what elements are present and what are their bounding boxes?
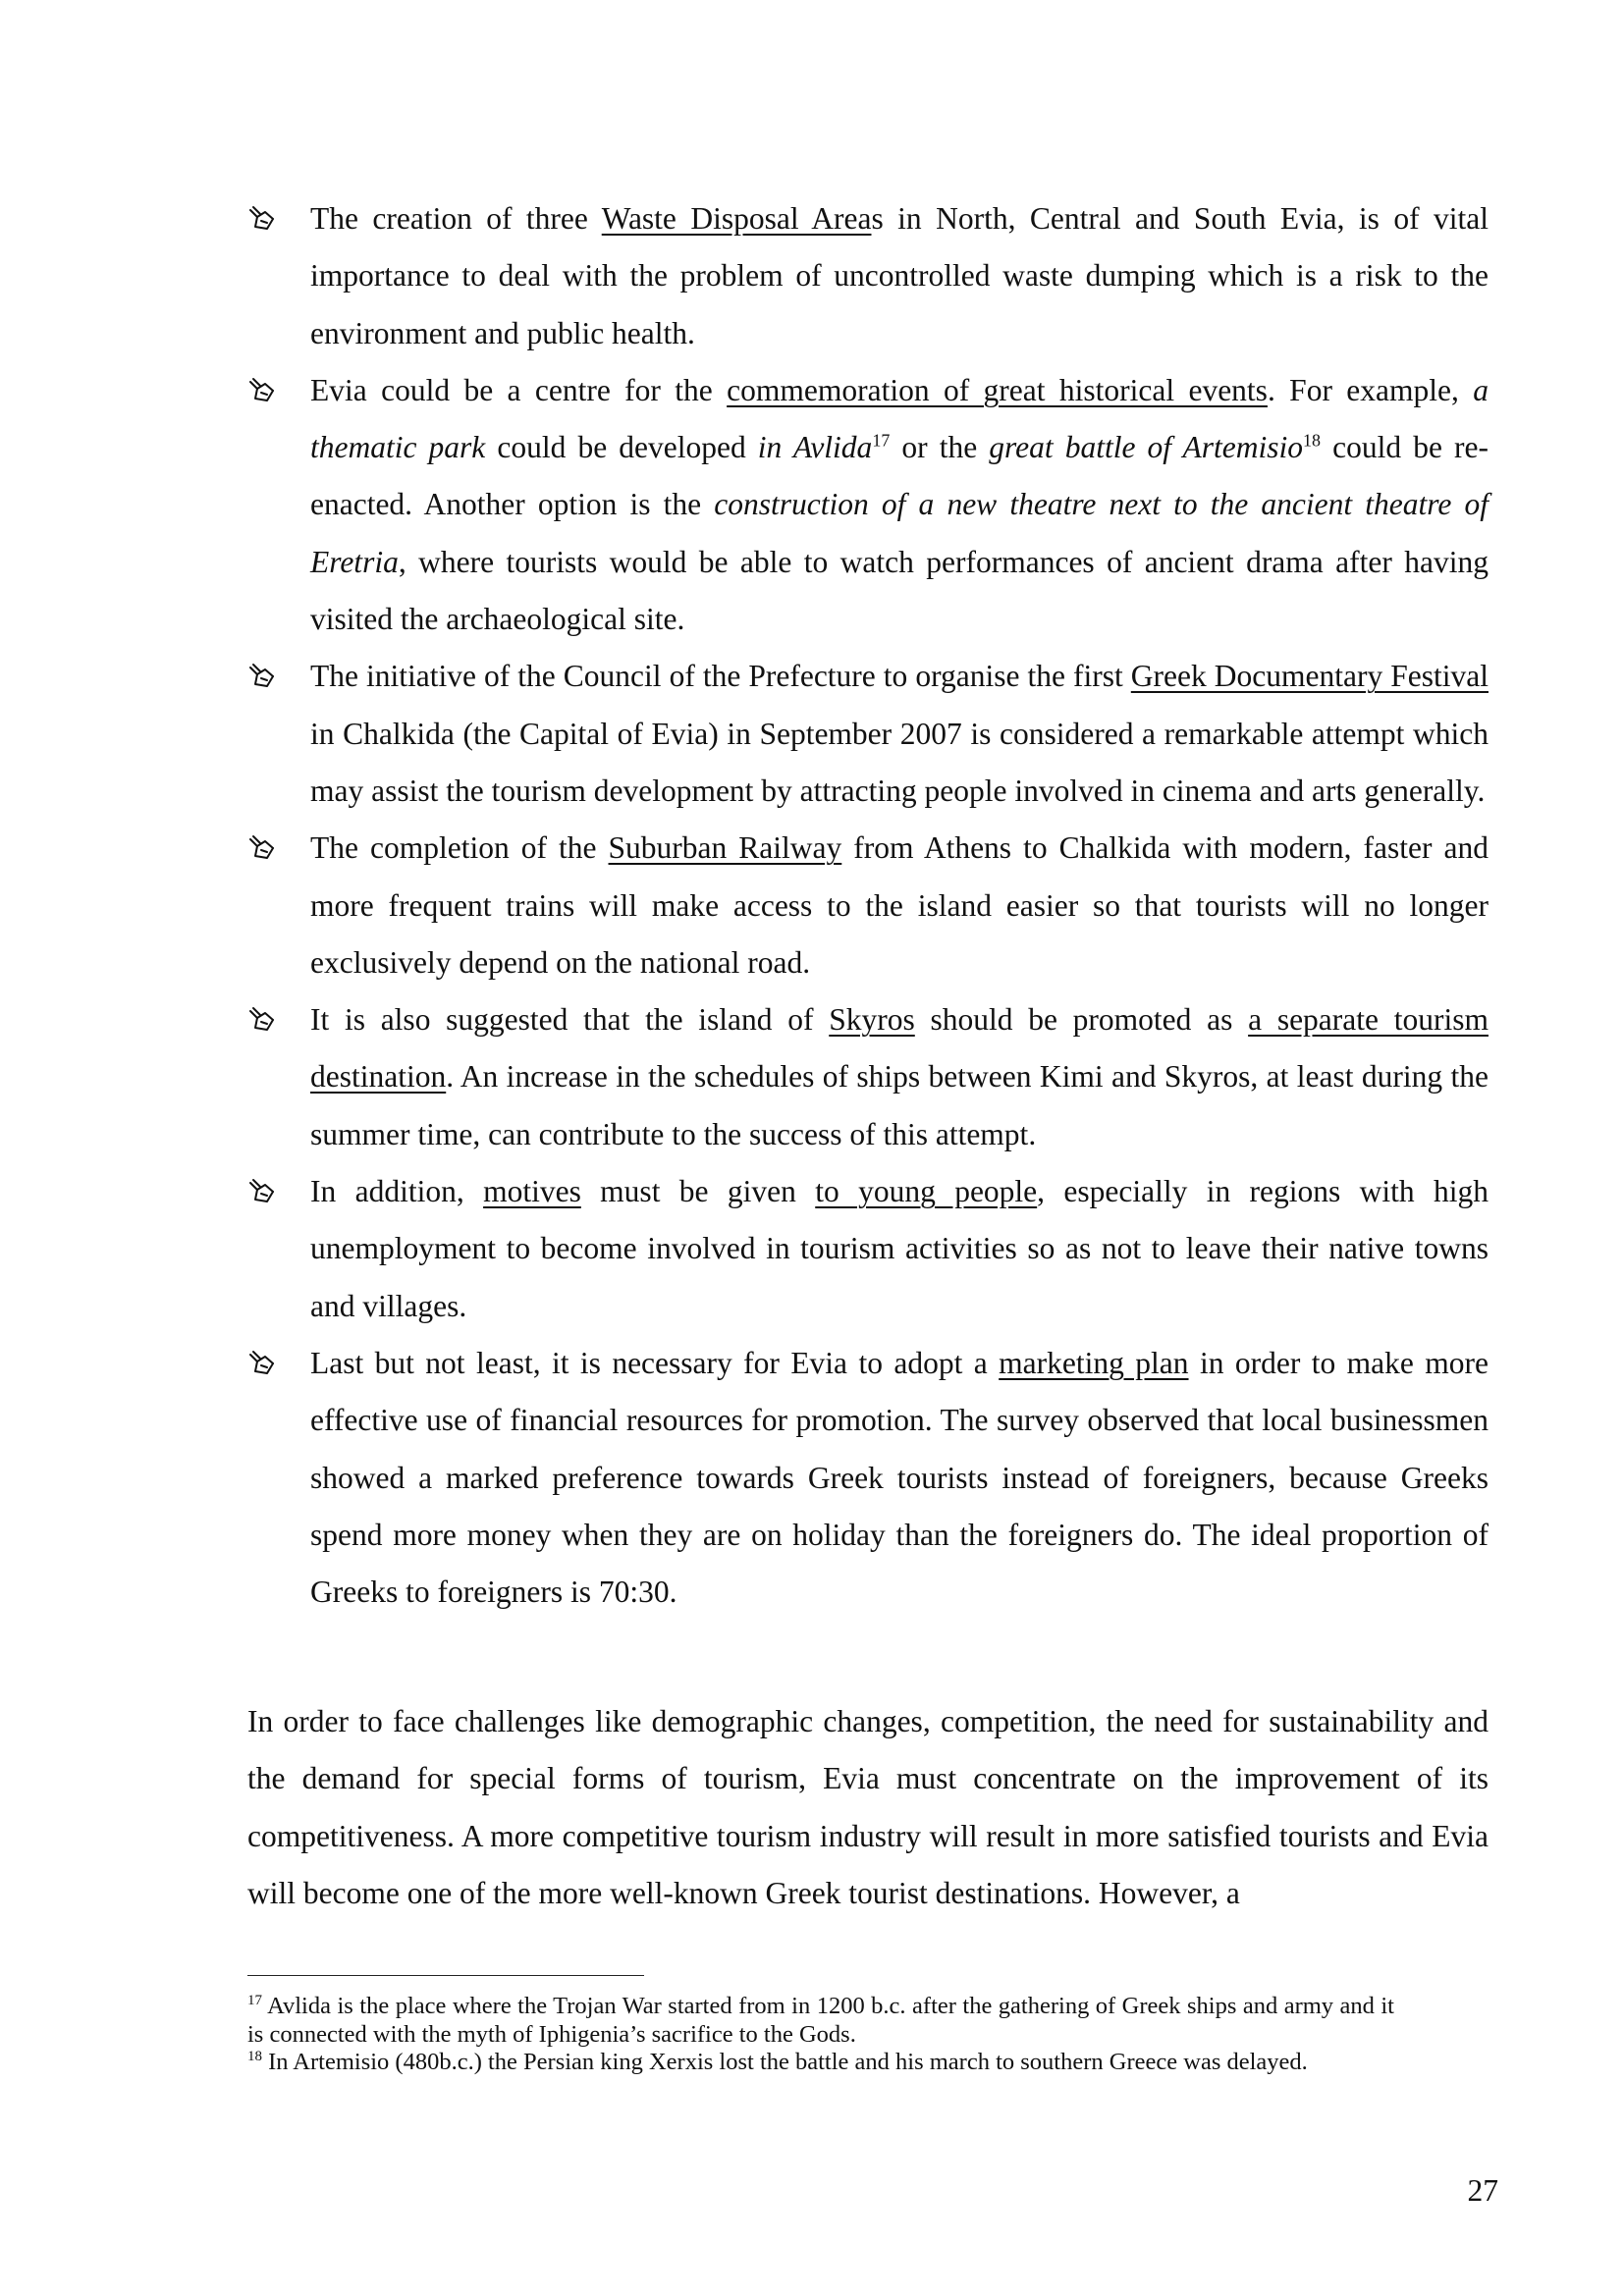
bullet-text: from Athens to Chalkida with modern, faster and more frequent trains will make access to the island easier so that tourists will no longer exclusively depend on the national road. xyxy=(310,830,1489,980)
bullet-item-marketing-plan xyxy=(247,1335,1489,1621)
writing-hand-icon xyxy=(247,375,277,404)
footnotes xyxy=(247,1993,1394,2077)
writing-hand-icon xyxy=(247,1176,277,1205)
underlined-term: Skyros xyxy=(829,1002,915,1038)
bullet-text: must be given xyxy=(580,1174,816,1209)
page-number: 27 xyxy=(1467,2173,1498,2208)
underlined-term: Greek Documentary Festival xyxy=(1130,659,1489,694)
footnote-18 xyxy=(247,2049,1394,2077)
underlined-term: marketing plan xyxy=(999,1345,1189,1380)
bullet-item-documentary-festival xyxy=(247,648,1489,820)
bullet-text: could be re-enacted. Another option is the xyxy=(310,430,1489,522)
underlined-term: commemoration of great historical events xyxy=(727,372,1268,407)
italic-term: construction of a new theatre next to the ancient theatre of Eretria xyxy=(310,487,1489,579)
bullet-text: It is also suggested that the island of xyxy=(310,1002,830,1038)
bullet-item-waste-disposal xyxy=(247,190,1489,362)
bullet-text: . An increase in the schedules of ships between Kimi and Skyros, at least during the summer time, can contribute to the success of this attempt. xyxy=(310,1059,1489,1151)
bullet-text: . For example, xyxy=(1267,372,1474,407)
writing-hand-icon xyxy=(247,661,277,690)
writing-hand-icon xyxy=(247,203,277,233)
bullet-text: , especially in regions with high unemployment to become involved in tourism activities so as not to leave their native towns and villages. xyxy=(310,1174,1489,1323)
bullet-text: Evia could be a centre for the xyxy=(310,372,728,407)
bullet-text: In addition, xyxy=(310,1174,484,1209)
bullet-text: in Chalkida (the Capital of Evia) in September 2007 is considered a remarkable attempt which may assist the tourism development by attracting people involved in cinema and arts generally. xyxy=(310,716,1489,808)
underlined-term: Suburban Railway xyxy=(608,830,842,866)
footnote-separator xyxy=(247,1975,644,1976)
writing-hand-icon xyxy=(247,1004,277,1034)
bullet-text: The completion of the xyxy=(310,830,609,866)
underlined-term: motives xyxy=(483,1174,581,1209)
bullet-item-young-people xyxy=(247,1163,1489,1335)
bullet-item-skyros xyxy=(247,991,1489,1163)
footnote-number: 17 xyxy=(247,1992,262,2008)
italic-term: great battle of Artemisio xyxy=(989,430,1304,465)
bullet-text: , where tourists would be able to watch performances of ancient drama after having visited the archaeological site. xyxy=(310,544,1489,637)
bullet-list xyxy=(247,190,1489,1621)
bullet-item-suburban-railway xyxy=(247,820,1489,991)
footnote-text: In Artemisio (480b.c.) the Persian king Xerxis lost the battle and his march to southern Greece was delayed. xyxy=(262,2049,1308,2075)
footnote-number: 18 xyxy=(247,2048,262,2064)
body-paragraph: In order to face challenges like demographic changes, competition, the need for sustainability and the demand for special forms of tourism, Evia must concentrate on the improvement of its competitiveness. A more competitive tourism industry will result in more satisfied tourists and Evia will become one of the more well-known Greek tourist destinations. However, a xyxy=(247,1704,1489,1910)
bullet-text: The initiative of the Council of the Prefecture to organise the first xyxy=(310,659,1131,694)
bullet-text: s in North, Central and South Evia, is of vital importance to deal with the problem of uncontrolled waste dumping which is a risk to the environment and public health. xyxy=(310,201,1489,350)
footnote-ref: 17 xyxy=(872,430,891,451)
bullet-text: The creation of three xyxy=(310,201,602,236)
underlined-term: a separate tourism destination xyxy=(310,1002,1489,1095)
bullet-text: could be developed xyxy=(485,430,758,465)
italic-term: a thematic park xyxy=(310,372,1489,465)
underlined-term: to young people xyxy=(815,1174,1038,1209)
italic-term: in Avlida xyxy=(757,430,873,465)
underlined-term: Waste Disposal Area xyxy=(601,201,872,236)
footnote-text: Avlida is the place where the Trojan War started from in 1200 b.c. after the gathering of Greek ships and army and it is connected with the myth of Iphigenia’s sacrifice to the Gods. xyxy=(247,1993,1394,2048)
writing-hand-icon xyxy=(247,1348,277,1377)
bullet-text: in order to make more effective use of financial resources for promotion. The survey observed that local businessmen showed a marked preference towards Greek tourists instead of foreigners, because Greeks spend more money when they are on holiday than the foreigners do. The ideal proportion of Greeks to foreigners is 70:30. xyxy=(310,1345,1489,1610)
bullet-item-historical-events xyxy=(247,362,1489,648)
bullet-text: or the xyxy=(890,430,990,465)
footnote-17 xyxy=(247,1993,1394,2049)
bullet-text: should be promoted as xyxy=(914,1002,1249,1038)
bullet-text: Last but not least, it is necessary for Evia to adopt a xyxy=(310,1345,1000,1380)
writing-hand-icon xyxy=(247,832,277,862)
footnote-ref: 18 xyxy=(1303,430,1322,451)
